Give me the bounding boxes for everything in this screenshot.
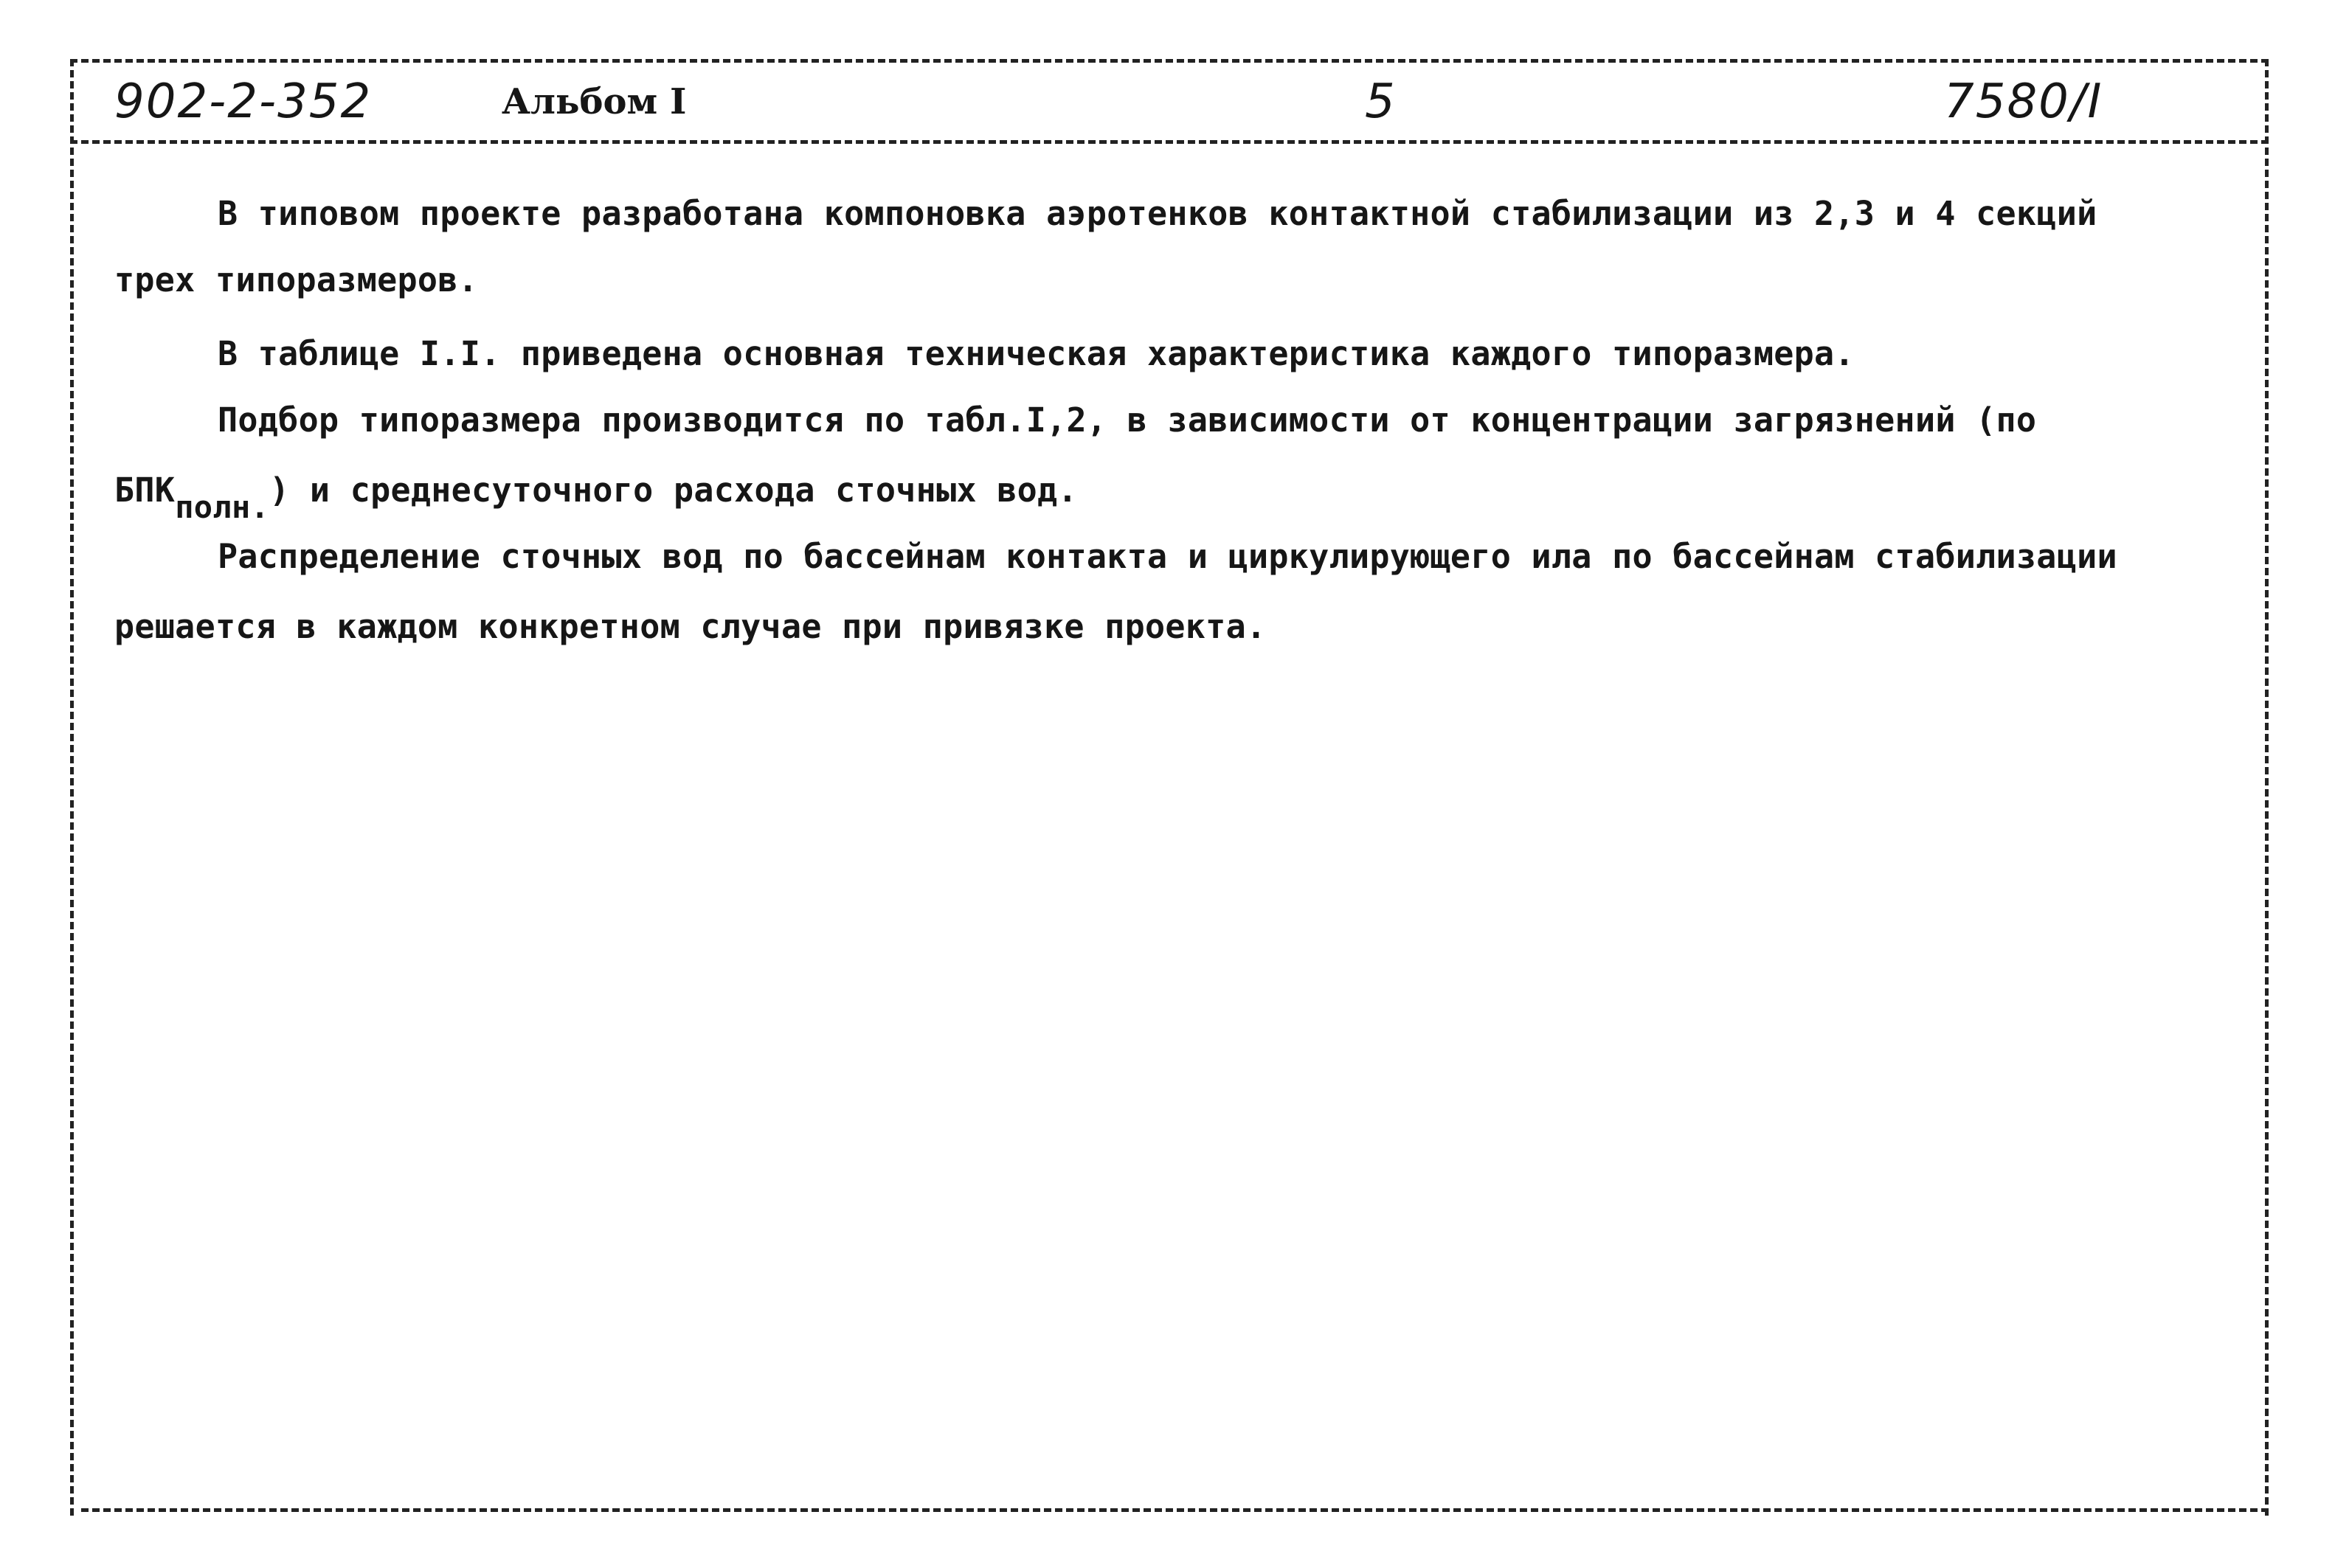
paragraph-1-line-2: трех типоразмеров. — [114, 260, 479, 299]
paragraph-4-line-1: Распределение сточных вод по бассейнам контакта и циркулирующего ила по бассейнам стабилизации — [218, 537, 2117, 576]
bpk-abbrev: БПК — [114, 471, 176, 510]
header-divider — [70, 140, 2269, 144]
album-label: Альбом I — [502, 81, 687, 122]
document-code: 902-2-352 — [114, 74, 373, 129]
paragraph-4-line-2: решается в каждом конкретном случае при привязке проекта. — [114, 607, 1267, 646]
bpk-line-rest: ) и среднесуточного расхода сточных вод. — [269, 471, 1078, 510]
frame-left-border — [70, 59, 74, 1516]
paragraph-3-line-1: Подбор типоразмера производится по табл.I,2, в зависимости от концентрации загрязнений (по — [218, 400, 2037, 440]
paragraph-1-line-1: В типовом проекте разработана компоновка аэротенков контактной стабилизации из 2,3 и 4 секций — [218, 194, 2097, 233]
bpk-subscript: полн. — [175, 489, 270, 525]
frame-right-border — [2265, 59, 2269, 1516]
frame-bottom-border — [81, 1508, 2269, 1512]
page-number: 5 — [1365, 74, 1395, 129]
sheet-code: 7580/I — [1944, 74, 2103, 129]
frame-top-border — [70, 59, 2269, 63]
paragraph-2: В таблице I.I. приведена основная техническая характеристика каждого типоразмера. — [218, 334, 1855, 373]
paragraph-3-line-2 — [114, 468, 1078, 525]
